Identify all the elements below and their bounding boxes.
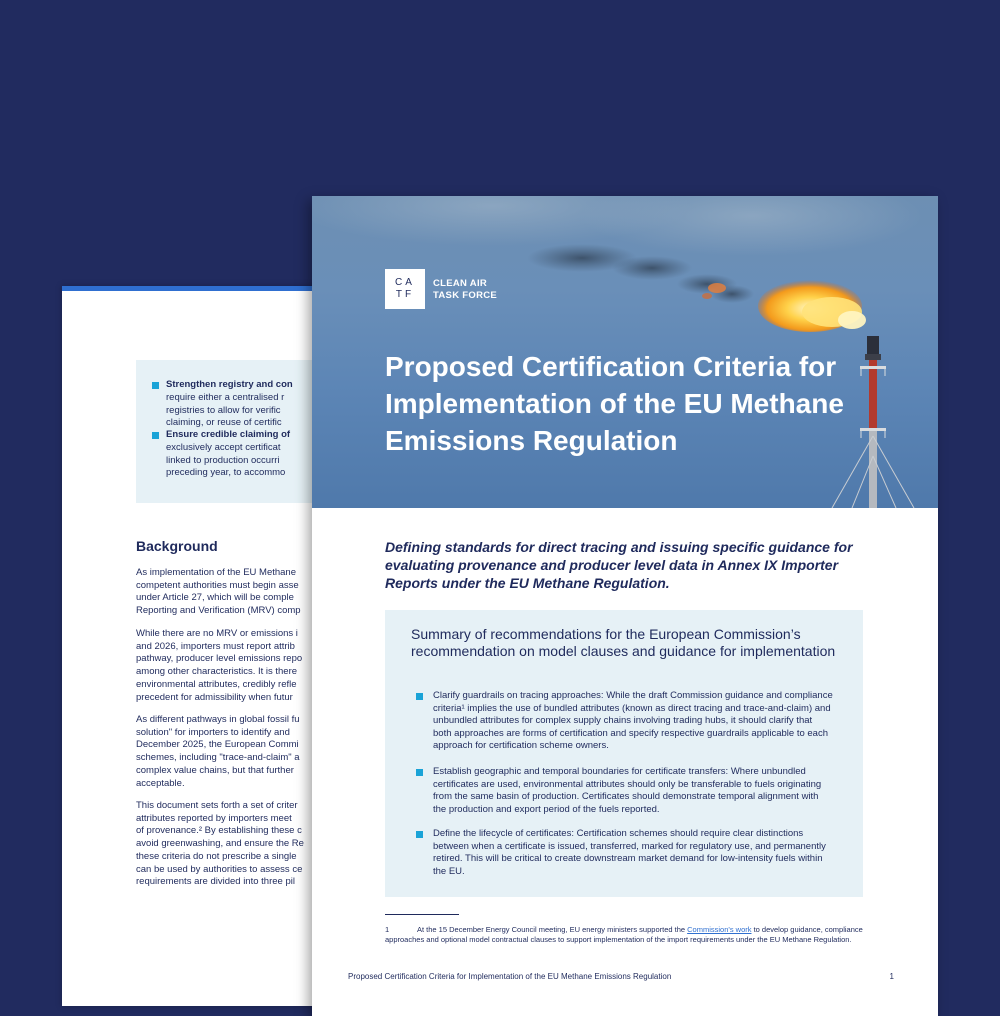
back-paragraph: While there are no MRV or emissions i and 2026, importers must report attrib pathway, producer level emissions repo among other characteristics. It is there environmental attributes, credibly refle precedent for admissibility when futur: [136, 628, 303, 703]
footnote-divider: [385, 914, 459, 915]
recommendation-item: Establish geographic and temporal boundaries for certificate transfers: Where unbundled certificates are used, environmental attributes should only be transferable to fuels originating from the same basin of production. Certificates should demonstrate temporal alignment with the production and export period of the fuels reported.: [433, 766, 833, 816]
bullet-square-icon: [152, 432, 159, 439]
bullet-square-icon: [152, 382, 159, 389]
footer-text: Proposed Certification Criteria for Implementation of the EU Methane Emissions Regulation: [348, 972, 672, 981]
summary-box: [385, 610, 863, 897]
recommendation-item: Clarify guardrails on tracing approaches: While the draft Commission guidance and compliance criteria¹ implies the use of bundled attributes (known as direct tracing and trace-and-claim) and unbundled attributes for complex supply chains involving trading hubs, it should clarify that both approaches are forms of certification and specify respective guardrails applicable to each approach for certification scheme owners.: [433, 690, 833, 753]
back-summary-bullet: Strengthen registry and con require either a centralised r registries to allow for verific claiming, or reuse of certific: [166, 379, 362, 430]
back-paragraph: As different pathways in global fossil fu solution" for importers to identify and December 2025, the European Commi schemes, including "trace-and-claim" a complex value chains, but that further acceptable.: [136, 714, 300, 789]
back-paragraph: As implementation of the EU Methane competent authorities must begin asse under Article 27, which will be comple Reporting and Verification (MRV) comp: [136, 567, 301, 617]
document-subtitle: Defining standards for direct tracing and issuing specific guidance for evaluating provenance and producer level data in Annex IX Importer Reports under the EU Methane Regulation.: [385, 539, 853, 591]
page-footer: [348, 972, 894, 981]
back-summary-bullet: Ensure credible claiming of exclusively accept certificat linked to production occurri preceding year, to accommo: [166, 429, 362, 480]
bullet-square-icon: [416, 769, 423, 776]
logo-mark: CA TF: [385, 269, 425, 309]
logo-name: CLEAN AIR TASK FORCE: [433, 278, 498, 301]
back-heading: Background: [136, 538, 218, 554]
summary-title: Summary of recommendations for the European Commission’s recommendation on model clauses and guidance for implementation: [411, 626, 836, 659]
page-number: 1: [889, 972, 894, 981]
recommendation-item: Define the lifecycle of certificates: Certification schemes should require clear distinctions between when a certificate is issued, transferred, marked for regulatory use, and permanently retired. This will be critical to create downstream market demand for low-intensity fuels within the EU.: [433, 828, 833, 878]
footnote: 1 At the 15 December Energy Council meeting, EU energy ministers supported the Commission's work to develop guidance, compliance approaches and optional model contractual clauses to support implementation of the import requirements under the EU Methane Regulation.: [385, 925, 863, 944]
document-title: Proposed Certification Criteria for Implementation of the EU Methane Emissions Regulation: [385, 351, 844, 456]
back-paragraph: This document sets forth a set of criter attributes reported by importers meet of provenance.² By establishing these c avoid greenwashing, and ensure the Re these criteria do not prescribe a single can be used by authorities to assess ce requirements are divided into three pil: [136, 800, 304, 888]
bullet-square-icon: [416, 693, 423, 700]
commission-work-link[interactable]: Commission's work: [687, 925, 752, 934]
bullet-square-icon: [416, 831, 423, 838]
front-page: [312, 196, 938, 1016]
hero-image: [312, 196, 938, 508]
